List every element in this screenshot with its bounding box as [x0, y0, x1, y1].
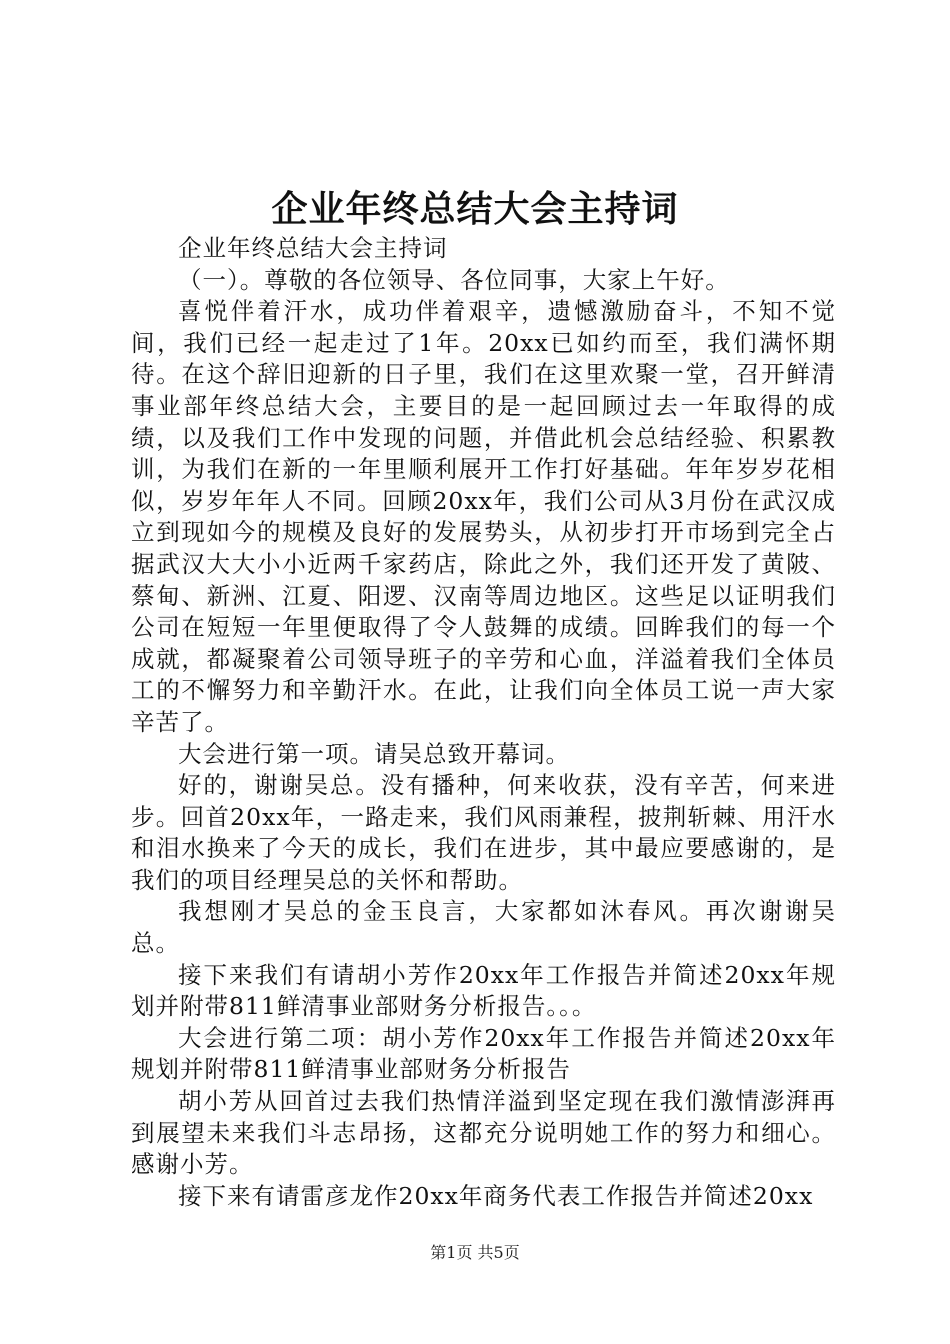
paragraph: 喜悦伴着汗水，成功伴着艰辛，遗憾激励奋斗，不知不觉间，我们已经一起走过了1年。20xx已如约而至，我们满怀期待。在这个辞旧迎新的日子里，我们在这里欢聚一堂，召开鲜清事业部年终总结大会，主要目的是一起回顾过去一年取得的成绩，以及我们工作中发现的问题，并借此机会总结经验、积累教训，为我们在新的一年里顺利展开工作打好基础。年年岁岁花相似，岁岁年年人不同。回顾20xx年，我们公司从3月份在武汉成立到现如今的规模及良好的发展势头，从初步打开市场到完全占据武汉大大小小近两千家药店，除此之外，我们还开发了黄陂、蔡甸、新洲、江夏、阳逻、汉南等周边地区。这些足以证明我们公司在短短一年里便取得了令人鼓舞的成绩。回眸我们的每一个成就，都凝聚着公司领导班子的辛劳和心血，洋溢着我们全体员工的不懈努力和辛勤汗水。在此，让我们向全体员工说一声大家辛苦了。: [131, 297, 836, 736]
paragraph: 大会进行第一项。请吴总致开幕词。: [178, 739, 570, 768]
page-number-footer: 第1页 共5页: [430, 1243, 520, 1262]
paragraph: 接下来我们有请胡小芳作20xx年工作报告并简述20xx年规划并附带811鲜清事业部财务分析报告。。。: [131, 960, 836, 1021]
paragraph: （一）。尊敬的各位领导、各位同事，大家上午好。: [178, 265, 730, 294]
paragraph: 我想刚才吴总的金玉良言，大家都如沐春风。再次谢谢吴总。: [131, 897, 836, 958]
paragraph: 大会进行第二项：胡小芳作20xx年工作报告并简述20xx年规划并附带811鲜清事业部财务分析报告: [131, 1023, 836, 1084]
paragraph: 好的，谢谢吴总。没有播种，何来收获，没有辛苦，何来进步。回首20xx年，一路走来，我们风雨兼程，披荆斩棘、用汗水和泪水换来了今天的成长，我们在进步，其中最应要感谢的，是我们的项目经理吴总的关怀和帮助。: [131, 771, 836, 894]
paragraph: 胡小芳从回首过去我们热情洋溢到坚定现在我们激情澎湃再到展望未来我们斗志昂扬，这都充分说明她工作的努力和细心。感谢小芳。: [131, 1087, 836, 1179]
paragraph: 企业年终总结大会主持词: [178, 234, 448, 262]
document-body: [131, 233, 836, 1212]
paragraph: 接下来有请雷彦龙作20xx年商务代表工作报告并简述20xx: [178, 1181, 814, 1210]
document-title: 企业年终总结大会主持词: [271, 188, 679, 230]
